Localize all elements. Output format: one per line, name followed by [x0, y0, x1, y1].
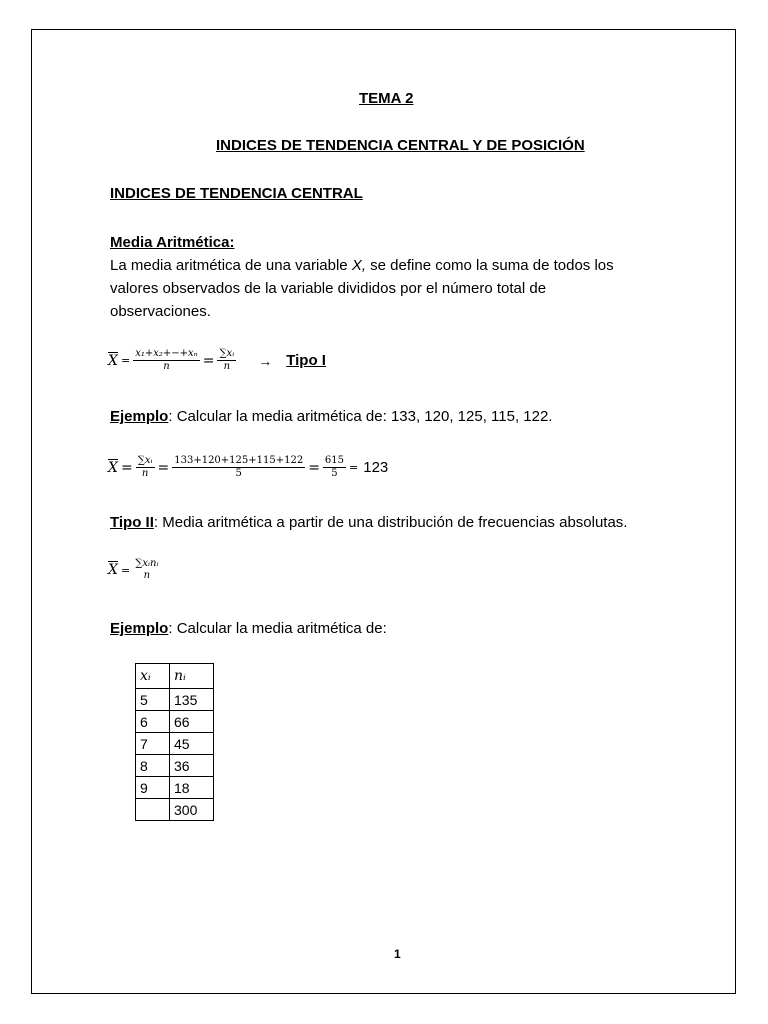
fraction-numerator: ∑xᵢnᵢ — [135, 558, 159, 569]
sigma-fraction — [136, 455, 155, 480]
fraction-denominator: n — [163, 361, 170, 372]
formula-tipo2 — [108, 558, 160, 582]
sigma-fraction — [217, 348, 236, 373]
cell-ni: 18 — [170, 777, 214, 799]
table-total-row — [136, 799, 214, 821]
page-number: 1 — [394, 947, 401, 961]
document-subtitle: INDICES DE TENDENCIA CENTRAL Y DE POSICIÓN — [216, 137, 585, 154]
media-definition-line3: observaciones. — [110, 303, 211, 320]
media-definition-line1 — [110, 254, 614, 277]
equals-sign: = — [120, 459, 133, 476]
x-bar-symbol: $\overline{X}$ — [108, 352, 118, 369]
page-title: TEMA 2 — [359, 90, 414, 107]
fraction-numerator: 133+120+125+115+122 — [174, 455, 304, 466]
fraction-numerator: ∑xᵢ — [219, 348, 235, 359]
ejemplo1-text: : Calcular la media aritmética de: 133, 120, 125, 115, 122. — [168, 408, 553, 425]
table-row — [136, 755, 214, 777]
total-fraction — [323, 455, 346, 480]
weighted-fraction — [133, 558, 160, 582]
media-heading: Media Aritmética: — [110, 234, 235, 251]
x-bar-symbol: $\overline{X}$ — [108, 562, 118, 578]
cell-xi: 7 — [136, 733, 170, 755]
header-xi: xᵢ — [136, 664, 170, 689]
fraction-numerator: 615 — [324, 455, 345, 466]
values-fraction — [172, 455, 305, 480]
fraction-numerator: ∑xᵢ — [137, 455, 153, 466]
media-line1-start: La media aritmética de una variable — [110, 257, 352, 274]
equals-sign: = — [308, 459, 320, 476]
table-row — [136, 711, 214, 733]
tipo2-text: : Media aritmética a partir de una distribución de frecuencias absolutas. — [153, 514, 628, 531]
cell-ni: 66 — [170, 711, 214, 733]
cell-xi: 8 — [136, 755, 170, 777]
cell-ni: 135 — [170, 689, 214, 711]
sum-fraction — [133, 348, 200, 373]
x-bar-symbol: $\overline{X}$ — [108, 459, 118, 476]
fraction-denominator: n — [141, 468, 149, 479]
tipo1-label: Tipo I — [286, 352, 326, 369]
media-line1-end: se define como la suma de todos los — [366, 257, 614, 274]
formula-ejemplo1 — [108, 455, 388, 480]
formula-tipo1 — [108, 348, 326, 373]
table-row — [136, 689, 214, 711]
cell-xi: 9 — [136, 777, 170, 799]
cell-xi: 6 — [136, 711, 170, 733]
equals-sign: = — [157, 459, 170, 476]
equals-sign: = — [120, 354, 131, 367]
fraction-denominator: 5 — [331, 468, 338, 479]
table-row — [136, 733, 214, 755]
section-heading: INDICES DE TENDENCIA CENTRAL — [110, 185, 363, 202]
equals-sign: = — [120, 563, 131, 577]
fraction-denominator: n — [143, 570, 151, 581]
cell-total: 300 — [170, 799, 214, 821]
result-value: 123 — [363, 459, 389, 476]
header-ni: nᵢ — [170, 664, 214, 689]
equals-sign: = — [349, 461, 359, 474]
fraction-numerator: x₁+x₂+−+xₙ — [135, 348, 198, 359]
tipo2-label: Tipo II — [110, 514, 154, 531]
ejemplo2-line — [110, 617, 387, 640]
ejemplo2-text: : Calcular la media aritmética de: — [168, 620, 387, 637]
cell-xi — [136, 799, 170, 821]
ejemplo1-label: Ejemplo — [110, 408, 169, 425]
ejemplo2-label: Ejemplo — [110, 620, 169, 637]
tipo2-line — [110, 511, 627, 534]
ejemplo1-line — [110, 405, 552, 428]
table-row — [136, 777, 214, 799]
cell-ni: 45 — [170, 733, 214, 755]
equals-sign: = — [202, 352, 215, 369]
table-header-row — [136, 664, 214, 689]
cell-xi: 5 — [136, 689, 170, 711]
variable-x: X, — [351, 257, 366, 274]
arrow-icon: → — [258, 352, 273, 369]
fraction-denominator: 5 — [235, 468, 242, 479]
cell-ni: 36 — [170, 755, 214, 777]
fraction-denominator: n — [223, 361, 231, 372]
media-definition-line2: valores observados de la variable divididos por el número total de — [110, 280, 547, 297]
frequency-table — [135, 663, 214, 821]
